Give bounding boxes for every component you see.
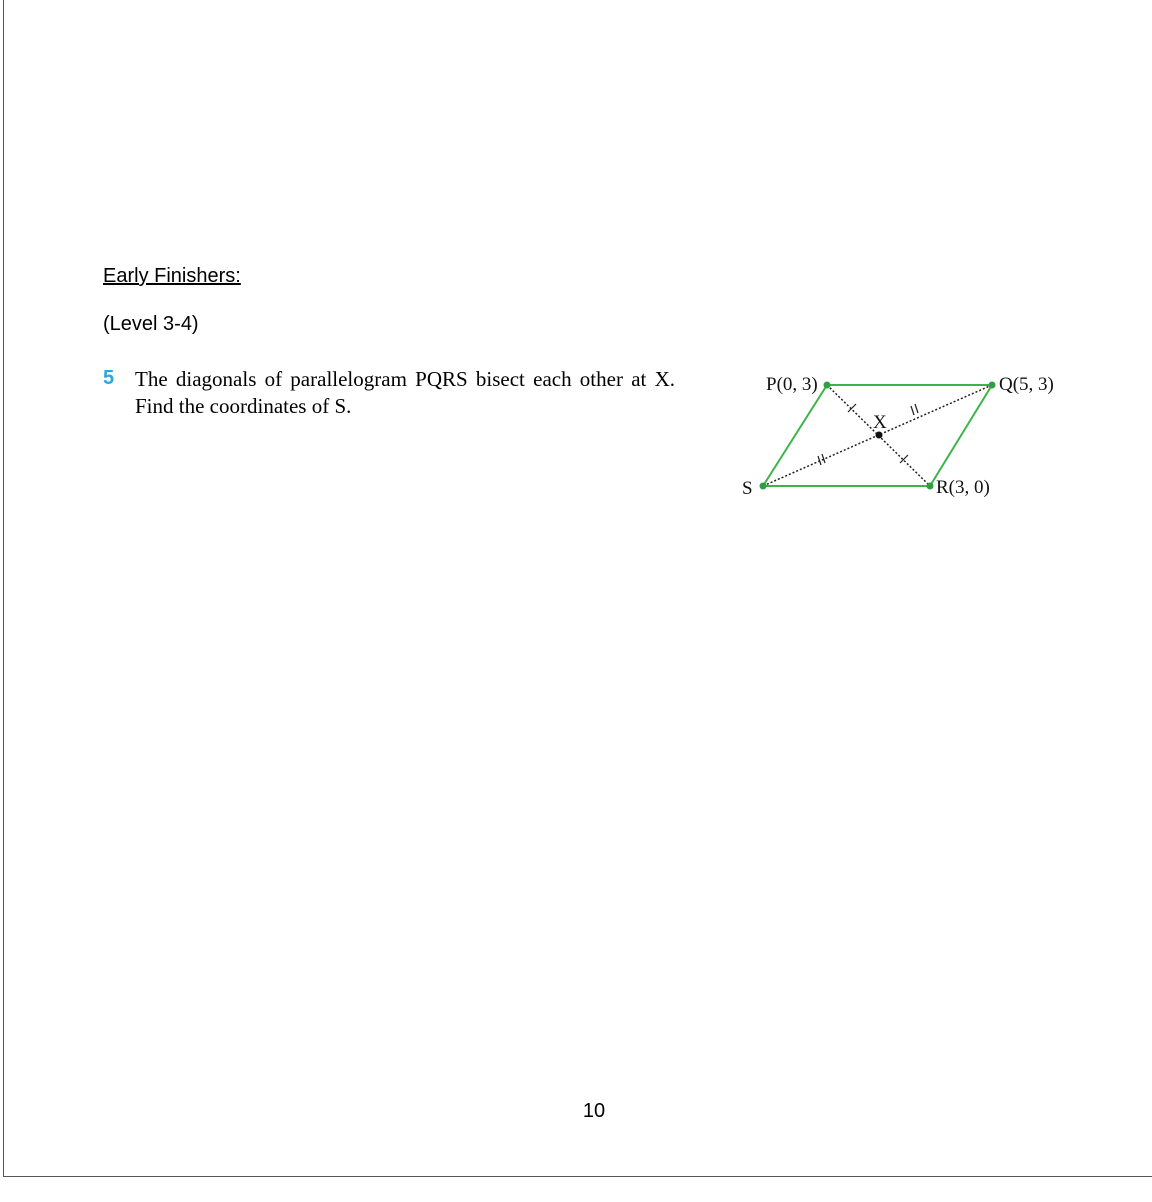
page-number: 10	[582, 1100, 606, 1122]
parallelogram-diagram	[734, 365, 1074, 505]
vertex-q	[989, 382, 996, 389]
tick-sx-b	[822, 454, 825, 463]
label-s: S	[742, 478, 753, 499]
tick-xq-b	[915, 404, 918, 413]
question-number: 5	[103, 367, 115, 389]
label-p: P(0, 3)	[766, 374, 818, 395]
tick-px	[848, 404, 856, 412]
question-text: The diagonals of parallelogram PQRS bisect each other at X. Find the coordinates of S.	[135, 367, 675, 418]
level-label: (Level 3-4)	[103, 313, 199, 335]
tick-sx-a	[818, 456, 821, 465]
page	[3, 0, 1152, 1177]
vertex-p	[824, 382, 831, 389]
vertex-r	[927, 483, 934, 490]
vertex-s	[760, 483, 767, 490]
early-finishers-heading: Early Finishers:	[103, 265, 241, 287]
tick-xq-a	[911, 406, 914, 415]
tick-xr	[900, 455, 908, 463]
label-r: R(3, 0)	[936, 477, 990, 498]
label-x: X	[873, 412, 887, 433]
label-q: Q(5, 3)	[999, 374, 1054, 395]
